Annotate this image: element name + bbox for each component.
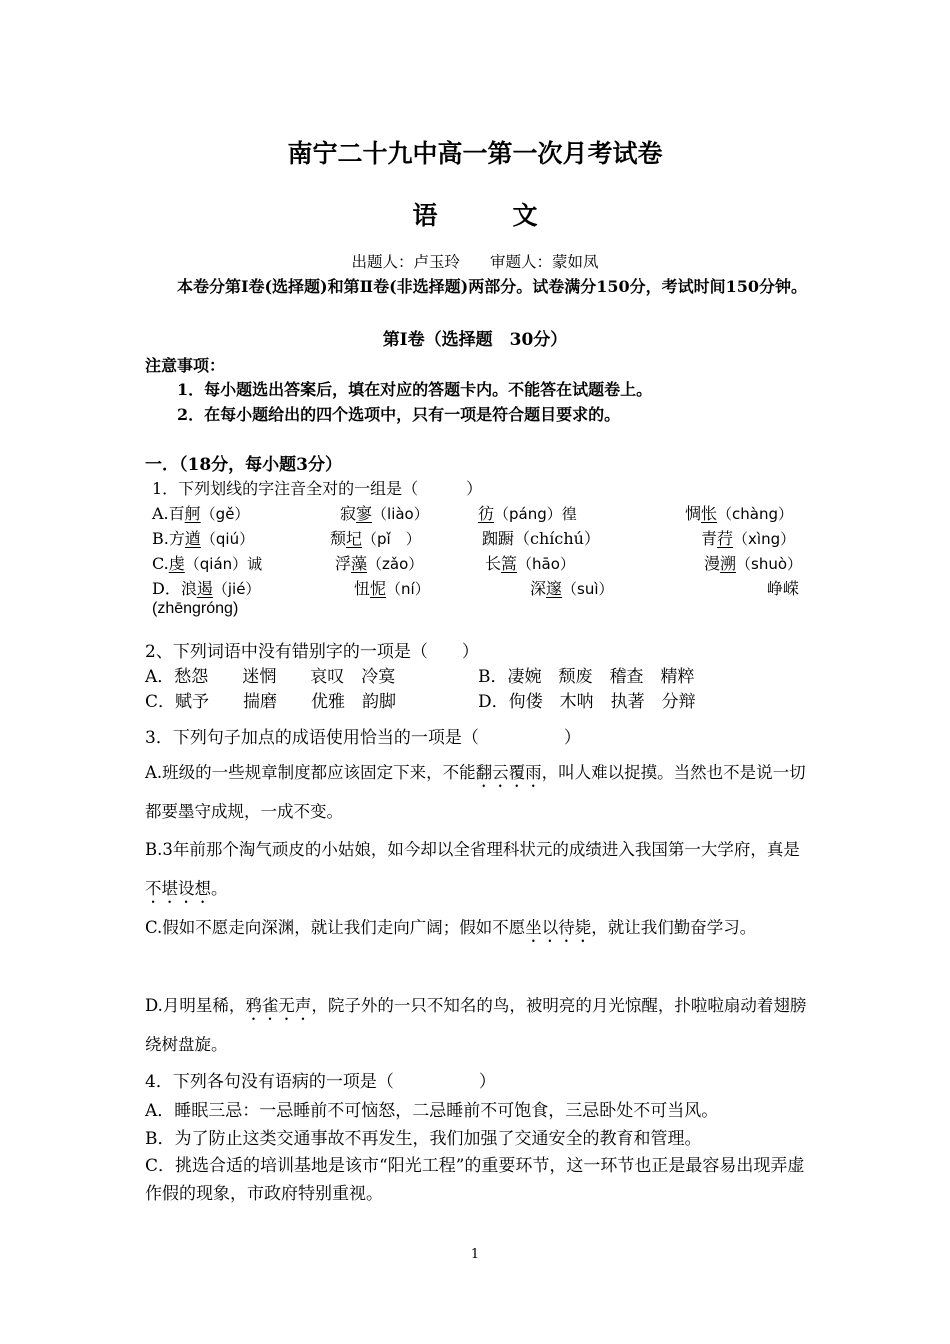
q1-option-d-pinyin: (zhēngróng): [152, 600, 239, 617]
q1-option-d-1: D．浪遏（jié）: [152, 579, 261, 598]
q3-idiom-b: 不堪设想: [145, 879, 211, 898]
part1-title: 第Ⅰ卷（选择题 30分）: [382, 330, 568, 350]
q3-option-a: A.班级的一些规章制度都应该固定下来，不能翻云覆雨，叫人难以捉摸。当然也不是说一切都要墨守成规，一成不变。: [145, 763, 806, 821]
subject-title: 语 文: [412, 201, 563, 230]
q3-option-b: B.3年前那个淘气顽皮的小姑娘，如今却以全省理科状元的成绩进入我国第一大学府，真是不堪设想。: [145, 840, 800, 898]
q4-option-c: C．挑选合适的培训基地是该市“阳光工程”的重要环节，这一环节也正是最容易出现弄虚作假的现象，市政府特别重视。: [145, 1156, 805, 1204]
q4-option-a: A．睡眠三忌：一忌睡前不可恼怒，二忌睡前不可饱食，三忌卧处不可当风。: [145, 1101, 719, 1121]
q2-option-b: B．凄婉 颓废 稽查 精粹: [478, 667, 695, 687]
q4-stem: 4．下列各句没有语病的一项是（ ）: [145, 1072, 496, 1092]
q1-option-b-3: 踟蹰（chíchú）: [482, 529, 600, 548]
q1-stem: 1．下列划线的字注音全对的一组是（ ）: [152, 479, 483, 498]
notice-2: 2．在每小题给出的四个选项中，只有一项是符合题目要求的。: [177, 405, 621, 424]
q4-option-b: B．为了防止这类交通事故不再发生，我们加强了交通安全的教育和管理。: [145, 1129, 702, 1149]
q1-option-d-2: 忸怩（ní）: [354, 579, 430, 598]
q2-option-a: A．愁怨 迷惘 哀叹 冷寞: [145, 667, 396, 687]
q1-option-a-2: 寂寥（liào）: [340, 504, 429, 523]
exam-title: 南宁二十九中高一第一次月考试卷: [287, 139, 663, 168]
q1-option-d-3: 深邃（suì）: [530, 579, 614, 598]
q2-option-d: D．佝偻 木呐 执著 分辩: [478, 692, 696, 712]
author-line: [0, 250, 950, 272]
q1-option-b-4: 青荇（xìng）: [701, 529, 796, 548]
q3-option-c: C.假如不愿走向深渊，就让我们走向广阔；假如不愿坐以待毙，就让我们勤奋学习。: [145, 918, 757, 937]
notice-1: 1．每小题选出答案后，填在对应的答题卡内。不能答在试题卷上。: [177, 380, 653, 399]
q1-option-c-4: 漫溯（shuò）: [704, 554, 803, 573]
author: 出题人：卢玉玲: [351, 253, 460, 271]
q1-option-b-1: B.方遒（qiú）: [152, 529, 255, 548]
q1-option-d-4: 峥嵘: [767, 579, 800, 598]
q3-stem: 3．下列句子加点的成语使用恰当的一项是（ ）: [145, 728, 581, 748]
q1-option-c-3: 长篙（hāo）: [485, 554, 575, 573]
q1-option-b-2: 颓圮（pǐ ）: [330, 529, 421, 548]
page-number: 1: [470, 1247, 480, 1262]
q1-option-a-3: 彷（páng）徨: [478, 504, 577, 523]
section1-heading: 一．（18分，每小题3分）: [145, 455, 342, 475]
reviewer: 审题人：蒙如凤: [490, 253, 599, 271]
q1-option-a-1: A.百舸（gě）: [152, 504, 250, 523]
exam-intro: 本卷分第Ⅰ卷(选择题)和第Ⅱ卷(非选择题)两部分。试卷满分150分，考试时间150分钟。: [177, 277, 808, 296]
q2-option-c: C．赋予 揣磨 优雅 韵脚: [145, 692, 397, 712]
q1-option-c-2: 浮藻（zǎo）: [335, 554, 424, 573]
notice-label: 注意事项：: [145, 356, 226, 375]
q2-stem: 2、下列词语中没有错别字的一项是（ ）: [145, 642, 479, 662]
q1-option-a-4: 惆怅（chàng）: [685, 504, 794, 523]
q3-idiom-c: 坐以待毙: [525, 918, 592, 937]
q1-option-c-1: C.虔（qián）诚: [152, 554, 263, 573]
q3-idiom-a: 翻云覆雨: [475, 763, 542, 782]
q3-idiom-d: 鸦雀无声: [245, 996, 312, 1015]
q3-option-d: D.月明星稀，鸦雀无声，院子外的一只不知名的鸟，被明亮的月光惊醒，扑啦啦扇动着翅膀绕树盘旋。: [145, 996, 807, 1054]
